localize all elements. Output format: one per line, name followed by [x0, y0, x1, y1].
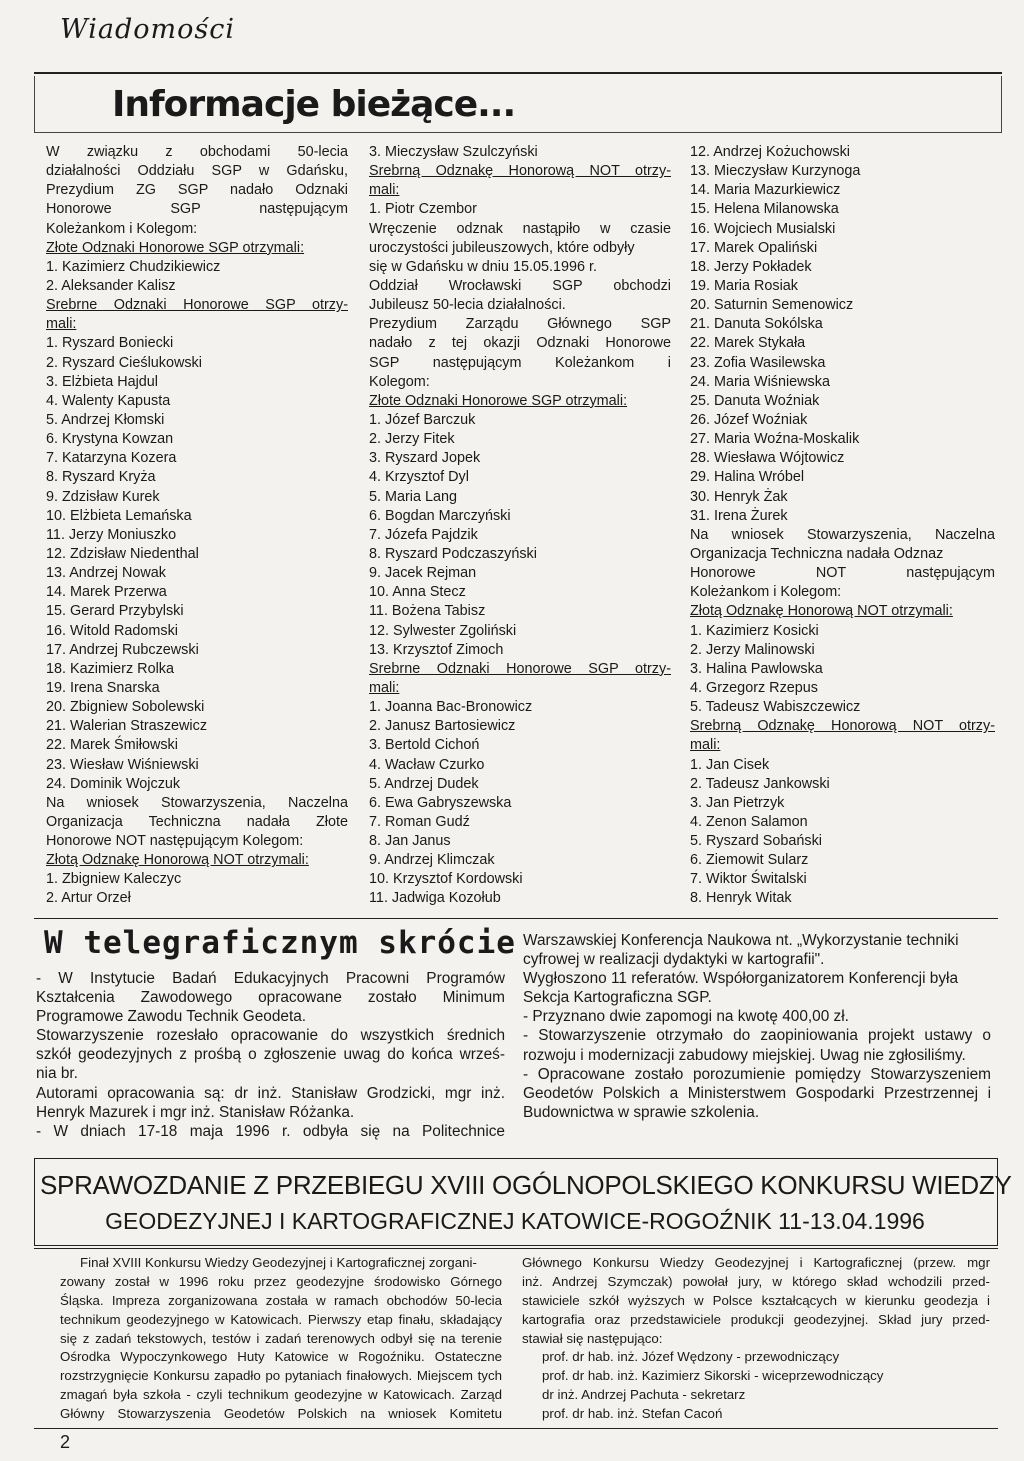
report-right-line: stawiał się następująco:: [522, 1330, 663, 1346]
col3-line: 5. Tadeusz Wabiszczewicz: [690, 699, 861, 716]
col1-line: 1. Kazimierz Chudzikiewicz: [46, 258, 221, 275]
report-right-line: kartografia oraz przedstawiciele produkcji geodezyjnej. Skład jury przed-: [522, 1311, 990, 1327]
col2-line: 7. Roman Gudź: [369, 813, 470, 830]
report-right-line: stawiciele szkół wyższych w Polsce kształcących w kierunku geodezja i: [522, 1292, 990, 1308]
report-left-column: [60, 1254, 502, 1424]
report-rule: [34, 1248, 998, 1249]
col3-line: 14. Maria Mazurkiewicz: [690, 182, 841, 199]
col3-line: 30. Henryk Żak: [690, 488, 788, 505]
col3-line: 31. Irena Żurek: [690, 507, 788, 524]
col2-line: 11. Jadwiga Kozołub: [369, 890, 501, 907]
col1-line: 2. Aleksander Kalisz: [46, 277, 176, 294]
col1-line: 24. Dominik Wojczuk: [46, 775, 181, 792]
col3-line: 13. Mieczysław Kurzynoga: [690, 163, 861, 180]
col1-line: 1. Zbigniew Kaleczyc: [46, 871, 182, 888]
col2-line: 3. Bertold Cichoń: [369, 737, 480, 754]
col3-line: 29. Halina Wróbel: [690, 469, 805, 486]
col3-line: Złotą Odznakę Honorową NOT otrzymali:: [690, 603, 953, 620]
col2-line: 1. Joanna Bac-Bronowicz: [369, 699, 533, 716]
col1-line: 3. Elżbieta Hajdul: [46, 373, 158, 390]
col1-line: 23. Wiesław Wiśniewski: [46, 756, 199, 773]
col3-line: 2. Jerzy Malinowski: [690, 641, 815, 658]
tele-left-line: Programowe Zawodu Technik Geodeta.: [36, 1008, 307, 1026]
col1-line: 19. Irena Snarska: [46, 679, 160, 696]
col2-line: Oddział Wrocławski SGP obchodzi: [369, 277, 671, 294]
col1-line: działalności Oddziału SGP w Gdańsku,: [46, 163, 348, 180]
col1-line: 4. Walenty Kapusta: [46, 392, 171, 409]
col2-line: 2. Janusz Bartosiewicz: [369, 718, 516, 735]
tele-right-line: rozwoju i modernizacji zabudowy miejskiej. Uwag nie zgłosiliśmy.: [523, 1046, 966, 1064]
page-number: 2: [60, 1432, 71, 1452]
tele-left-line: nia br.: [36, 1065, 78, 1083]
col3-line: 3. Jan Pietrzyk: [690, 794, 785, 811]
col2-line: Srebrne Odznaki Honorowe SGP otrzy-: [369, 660, 671, 677]
col1-line: 5. Andrzej Kłomski: [46, 411, 165, 428]
col2-line: 10. Krzysztof Kordowski: [369, 871, 523, 888]
tele-right-line: Warszawskiej Konferencja Naukowa nt. „Wykorzystanie techniki: [523, 932, 959, 949]
section-rule: [34, 918, 998, 919]
col2-line: 3. Ryszard Jopek: [369, 450, 481, 467]
col3-line: Srebrną Odznakę Honorową NOT otrzy-: [690, 718, 995, 735]
col3-line: 4. Zenon Salamon: [690, 813, 808, 830]
tele-right-line: Budownictwa w sprawie szkolenia.: [523, 1103, 760, 1121]
col2-line: uroczystości jubileuszowych, które odbyły: [369, 239, 635, 256]
report-left-line: Główny Stowarzyszenia Geodetów Polskich na wniosek Komitetu: [60, 1406, 502, 1422]
col1-line: 14. Marek Przerwa: [46, 584, 167, 601]
col1-line: 17. Andrzej Rubczewski: [46, 641, 199, 658]
col2-line: 9. Jacek Rejman: [369, 565, 477, 582]
masthead: Wiadomości: [60, 14, 236, 45]
col1-line: W związku z obchodami 50-lecia: [46, 144, 348, 160]
col3-line: 18. Jerzy Pokładek: [690, 258, 812, 275]
col1-line: 10. Elżbieta Lemańska: [46, 507, 192, 524]
report-right-line: prof. dr hab. inż. Kazimierz Sikorski - wiceprzewodniczący: [542, 1368, 884, 1384]
col3-line: 12. Andrzej Kożuchowski: [690, 144, 850, 160]
col2-line: Kolegom:: [369, 373, 430, 390]
col2-line: 1. Józef Barczuk: [369, 411, 476, 428]
col2-line: Złote Odznaki Honorowe SGP otrzymali:: [369, 392, 628, 409]
tele-right-line: Sekcja Kartograficzna SGP.: [523, 989, 712, 1007]
col2-line: SGP następującym Koleżankom i: [369, 354, 671, 371]
col3-line: 5. Ryszard Sobański: [690, 833, 822, 850]
col1-line: 8. Ryszard Kryża: [46, 469, 156, 486]
report-right-line: inż. Andrzej Szymczak) powołał jury, w którego skład wchodzili przed-: [522, 1273, 990, 1289]
col2-line: 4. Wacław Czurko: [369, 756, 485, 773]
col1-line: 18. Kazimierz Rolka: [46, 660, 174, 677]
col2-line: się w Gdańsku w dniu 15.05.1996 r.: [369, 258, 597, 275]
col3-line: 1. Jan Cisek: [690, 756, 770, 773]
footer-rule: [34, 1428, 998, 1429]
col2-line: 10. Anna Stecz: [369, 584, 466, 601]
banner-title: Informacje bieżące...: [112, 84, 516, 125]
col1-line: 21. Walerian Straszewicz: [46, 718, 208, 735]
col1-line: mali:: [46, 316, 77, 333]
col3-line: 24. Maria Wiśniewska: [690, 373, 830, 390]
telegraph-right-column: [523, 931, 991, 1122]
col2-line: 8. Jan Janus: [369, 833, 451, 850]
tele-left-line: - W dniach 17-18 maja 1996 r. odbyła się na Politechnice: [36, 1122, 505, 1140]
col1-line: 20. Zbigniew Sobolewski: [46, 699, 205, 716]
tele-right-line: cyfrowej w realizacji dydaktyki w kartografii".: [523, 951, 825, 969]
col2-line: Wręczenie odznak nastąpiło w czasie: [369, 220, 671, 237]
col1-line: Honorowe NOT następującym Kolegom:: [46, 833, 304, 850]
col3-line: 8. Henryk Witak: [690, 890, 792, 907]
col1-line: 2. Artur Orzeł: [46, 890, 131, 907]
tele-right-line: - Przyznano dwie zapomogi na kwotę 400,00 zł.: [523, 1008, 849, 1026]
col2-line: 5. Andrzej Dudek: [369, 775, 479, 792]
tele-left-line: Kształcenia Zawodowego opracowane zostało Minimum: [36, 989, 505, 1007]
tele-right-line: Geodetów Polskich a Ministerstwem Gospodarki Przestrzennej i: [523, 1084, 991, 1102]
col2-line: mali:: [369, 679, 400, 696]
col3-line: 3. Halina Pawlowska: [690, 660, 823, 677]
col1-line: Koleżankom i Kolegom:: [46, 220, 198, 237]
col2-line: 7. Józefa Pajdzik: [369, 526, 478, 543]
column-1: [46, 143, 348, 909]
column-3: [690, 143, 995, 909]
tele-left-line: Henryk Mazurek i mgr inż. Stanisław Różanka.: [36, 1103, 355, 1121]
col3-line: 17. Marek Opaliński: [690, 239, 818, 256]
column-2: [369, 143, 671, 909]
col2-line: Prezydium Zarządu Głównego SGP: [369, 316, 671, 333]
report-right-line: dr inż. Andrzej Pachuta - sekretarz: [542, 1387, 746, 1403]
telegraph-left-column: [36, 969, 505, 1141]
tele-left-line: - W Instytucie Badań Edukacyjnych Pracowni Programów: [36, 970, 505, 987]
col1-line: 1. Ryszard Boniecki: [46, 335, 174, 352]
col1-line: Złotą Odznakę Honorową NOT otrzymali:: [46, 852, 309, 869]
report-left-line: Śląska. Impreza zorganizowana została w ramach obchodów 50-lecia: [60, 1292, 502, 1308]
col2-line: 2. Jerzy Fitek: [369, 431, 455, 448]
report-left-line: zowany został w 1996 roku przez geodezyjne środowisko Górnego: [60, 1273, 502, 1289]
col3-line: 23. Zofia Wasilewska: [690, 354, 826, 371]
report-left-line: się z zadań tekstowych, testów i zadań terenowych odbył się na terenie: [60, 1330, 502, 1346]
col1-line: 16. Witold Radomski: [46, 622, 178, 639]
col1-line: 13. Andrzej Nowak: [46, 565, 166, 582]
tele-right-line: Wygłoszono 11 referatów. Współorganizatorem Konferencji była: [523, 970, 959, 988]
col3-line: 19. Maria Rosiak: [690, 277, 798, 294]
col2-line: 3. Mieczysław Szulczyński: [369, 144, 538, 160]
col2-line: 6. Ewa Gabryszewska: [369, 794, 512, 811]
col3-line: Na wniosek Stowarzyszenia, Naczelna: [690, 526, 995, 543]
report-right-column: [522, 1254, 990, 1424]
col1-line: 11. Jerzy Moniuszko: [46, 526, 177, 543]
col1-line: 9. Zdzisław Kurek: [46, 488, 160, 505]
col2-line: 13. Krzysztof Zimoch: [369, 641, 504, 658]
col1-line: 15. Gerard Przybylski: [46, 603, 184, 620]
col3-line: 7. Wiktor Świtalski: [690, 871, 807, 888]
col2-line: 4. Krzysztof Dyl: [369, 469, 469, 486]
col3-line: 21. Danuta Sokólska: [690, 316, 823, 333]
col3-line: mali:: [690, 737, 721, 754]
report-left-line: technikum geodezyjnego w Katowicach. Pierwszy etap finału, składający: [60, 1311, 502, 1327]
report-left-line: zmagań była szkoła - czyli technikum geodezyjne w Katowicach. Zarząd: [60, 1387, 502, 1403]
col3-line: 20. Saturnin Semenowicz: [690, 297, 854, 314]
masthead-rule: [34, 72, 1002, 74]
col3-line: 26. Józef Woźniak: [690, 411, 808, 428]
col3-line: 1. Kazimierz Kosicki: [690, 622, 819, 639]
tele-right-line: - Stowarzyszenie otrzymało do zaopiniowania projekt ustawy o: [523, 1027, 991, 1045]
col2-line: 12. Sylwester Zgoliński: [369, 622, 517, 639]
col1-line: Srebrne Odznaki Honorowe SGP otrzy-: [46, 297, 348, 314]
col1-line: 2. Ryszard Cieślukowski: [46, 354, 202, 371]
col3-line: 4. Grzegorz Rzepus: [690, 679, 818, 696]
tele-left-line: Stowarzyszenie rozesłało opracowanie do wszystkich średnich: [36, 1027, 505, 1045]
col3-line: 25. Danuta Woźniak: [690, 392, 820, 409]
report-left-line: Finał XVIII Konkursu Wiedzy Geodezyjnej i Kartograficznej zorgani-: [80, 1255, 477, 1270]
report-left-line: Ośrodka Wypoczynkowego Huty Katowice w Rogoźniku. Ostateczne: [60, 1349, 502, 1365]
col3-line: 27. Maria Woźna-Moskalik: [690, 431, 860, 448]
telegraph-title: W telegraficznym skrócie: [44, 925, 516, 961]
report-right-line: Głównego Konkursu Wiedzy Geodezyjnej i Kartograficznej (przew. mgr: [522, 1255, 990, 1270]
col1-line: 6. Krystyna Kowzan: [46, 431, 174, 448]
col2-line: 8. Ryszard Podczaszyński: [369, 545, 537, 562]
col2-line: 9. Andrzej Klimczak: [369, 852, 495, 869]
col3-line: 6. Ziemowit Sularz: [690, 852, 809, 869]
report-right-line: prof. dr hab. inż. Józef Wędzony - przewodniczący: [542, 1349, 840, 1365]
col2-line: Jubileusz 50-lecia działalności.: [369, 297, 566, 314]
col3-line: Organizacja Techniczna nadała Odznaz: [690, 545, 944, 562]
col3-line: 28. Wiesława Wójtowicz: [690, 450, 845, 467]
col1-line: Złote Odznaki Honorowe SGP otrzymali:: [46, 239, 305, 256]
col2-line: Srebrną Odznakę Honorową NOT otrzy-: [369, 163, 671, 180]
col3-line: 15. Helena Milanowska: [690, 201, 839, 218]
col3-line: 2. Tadeusz Jankowski: [690, 775, 830, 792]
report-left-line: rozstrzygnięcie Konkursu zapadło po pytaniach finałowych. Miejscem tych: [60, 1368, 502, 1384]
col1-line: Organizacja Techniczna nadała Złote: [46, 813, 348, 830]
col2-line: nadało z tej okazji Odznaki Honorowe: [369, 335, 671, 352]
col3-line: Honorowe NOT następującym: [690, 565, 995, 582]
tele-right-line: - Opracowane zostało porozumienie pomiędzy Stowarzyszeniem: [523, 1065, 991, 1083]
report-title-line-2: GEODEZYJNEJ I KARTOGRAFICZNEJ KATOWICE-ROGOŹNIK 11-13.04.1996: [105, 1208, 925, 1234]
tele-left-line: szkół geodezyjnych z prośbą o zgłoszenie uwag do końca wrześ-: [36, 1046, 505, 1064]
col3-line: 16. Wojciech Musialski: [690, 220, 836, 237]
col2-line: 1. Piotr Czembor: [369, 201, 477, 218]
tele-left-line: Autorami opracowania są: dr inż. Stanisław Grodzicki, mgr inż.: [36, 1084, 505, 1102]
col2-line: 11. Bożena Tabisz: [369, 603, 486, 620]
col1-line: Prezydium ZG SGP nadało Odznaki: [46, 182, 348, 199]
col1-line: 7. Katarzyna Kozera: [46, 450, 177, 467]
col1-line: Honorowe SGP następującym: [46, 201, 348, 218]
report-right-line: prof. dr hab. inż. Stefan Cacoń: [542, 1406, 723, 1422]
col3-line: 22. Marek Stykała: [690, 335, 806, 352]
col1-line: Na wniosek Stowarzyszenia, Naczelna: [46, 794, 348, 811]
col3-line: Koleżankom i Kolegom:: [690, 584, 842, 601]
col1-line: 22. Marek Śmiłowski: [46, 737, 178, 754]
col2-line: 5. Maria Lang: [369, 488, 457, 505]
col2-line: mali:: [369, 182, 400, 199]
report-title-line-1: SPRAWOZDANIE Z PRZEBIEGU XVIII OGÓLNOPOLSKIEGO KONKURSU WIEDZY: [40, 1170, 1012, 1200]
col1-line: 12. Zdzisław Niedenthal: [46, 545, 199, 562]
col2-line: 6. Bogdan Marczyński: [369, 507, 511, 524]
